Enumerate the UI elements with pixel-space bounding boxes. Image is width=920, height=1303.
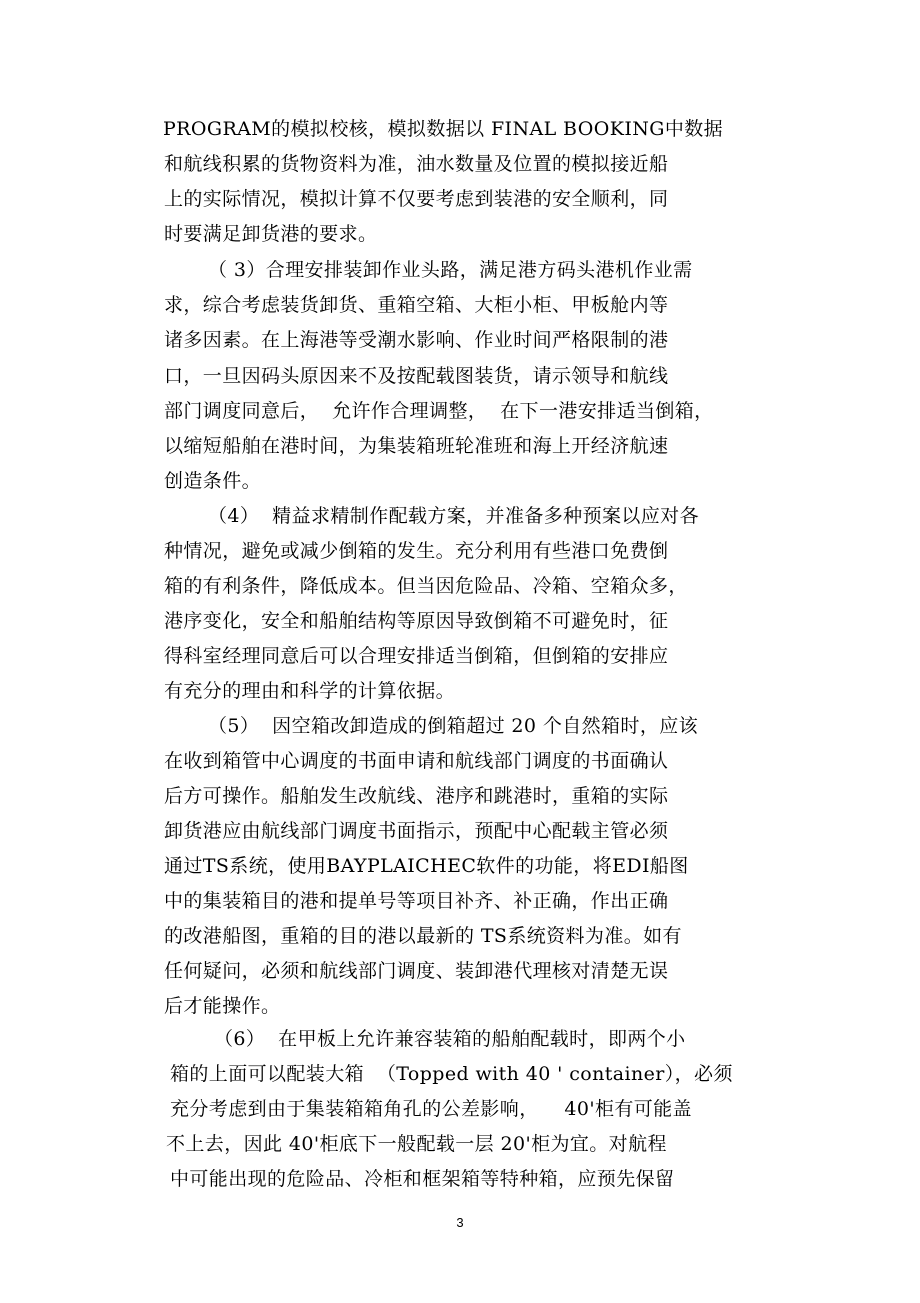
paragraph-5-first-line: （5） 因空箱改卸造成的倒箱超过 20 个自然箱时，应该	[208, 715, 699, 737]
body-text-line: 上的实际情况，模拟计算不仅要考虑到装港的安全顺利，同	[164, 188, 669, 210]
paragraph-6-first-line: （6） 在甲板上允许兼容装箱的船舶配载时，即两个小	[214, 1028, 686, 1050]
body-text-line: 创造条件。	[164, 470, 262, 492]
body-text-line: 口，一旦因码头原因来不及按配载图装货，请示领导和航线	[164, 365, 669, 387]
paragraph-4-first-line: （4） 精益求精制作配载方案，并准备多种预案以应对各	[208, 505, 699, 527]
body-text-line: 时要满足卸货港的要求。	[164, 223, 378, 245]
body-text-line: 中可能出现的危险品、冷柜和框架箱等特种箱，应预先保留	[170, 1168, 675, 1190]
body-text-line: 港序变化，安全和船舶结构等原因导致倒箱不可避免时，征	[164, 610, 669, 632]
body-text-line: 诸多因素。在上海港等受潮水影响、作业时间严格限制的港	[164, 329, 669, 351]
body-text-line: 箱的上面可以配装大箱 （Topped with 40 ' container），必须	[170, 1063, 733, 1085]
body-text-line: 中的集装箱目的港和提单号等项目补齐、补正确，作出正确	[164, 890, 669, 912]
paragraph-3-first-line: （ 3）合理安排装卸作业头路，满足港方码头港机作业需	[208, 259, 693, 281]
body-text-line: 后方可操作。船舶发生改航线、港序和跳港时，重箱的实际	[164, 785, 669, 807]
body-text-line: 任何疑问，必须和航线部门调度、装卸港代理核对清楚无误	[164, 960, 669, 982]
body-text-line: 得科室经理同意后可以合理安排适当倒箱，但倒箱的安排应	[164, 645, 669, 667]
page-number: 3	[456, 1215, 464, 1230]
body-text-line: PROGRAM的模拟校核，模拟数据以 FINAL BOOKING中数据	[163, 118, 724, 140]
body-text-line: 在收到箱管中心调度的书面申请和航线部门调度的书面确认	[164, 750, 669, 772]
body-text-line: 后才能操作。	[164, 995, 281, 1017]
body-text-line: 部门调度同意后， 允许作合理调整， 在下一港安排适当倒箱，	[164, 400, 714, 422]
body-text-line: 的改港船图，重箱的目的港以最新的 TS系统资料为准。如有	[164, 925, 682, 947]
body-text-line: 卸货港应由航线部门调度书面指示，预配中心配载主管必须	[164, 820, 669, 842]
body-text-line: 求，综合考虑装货卸货、重箱空箱、大柜小柜、甲板舱内等	[164, 294, 669, 316]
body-text-line: 和航线积累的货物资料为准，油水数量及位置的模拟接近船	[164, 153, 669, 175]
body-text-line: 通过TS系统，使用BAYPLAICHEC软件的功能，将EDI船图	[164, 855, 689, 877]
body-text-line: 以缩短船舶在港时间，为集装箱班轮准班和海上开经济航速	[164, 435, 669, 457]
body-text-line: 有充分的理由和科学的计算依据。	[164, 680, 456, 702]
body-text-line: 种情况，避免或减少倒箱的发生。充分利用有些港口免费倒	[164, 540, 669, 562]
body-text-line: 箱的有利条件，降低成本。但当因危险品、冷箱、空箱众多，	[164, 575, 688, 597]
body-text-line: 不上去，因此 40'柜底下一般配载一层 20'柜为宜。对航程	[166, 1133, 667, 1155]
body-text-line: 充分考虑到由于集装箱箱角孔的公差影响， 40'柜有可能盖	[170, 1098, 692, 1120]
